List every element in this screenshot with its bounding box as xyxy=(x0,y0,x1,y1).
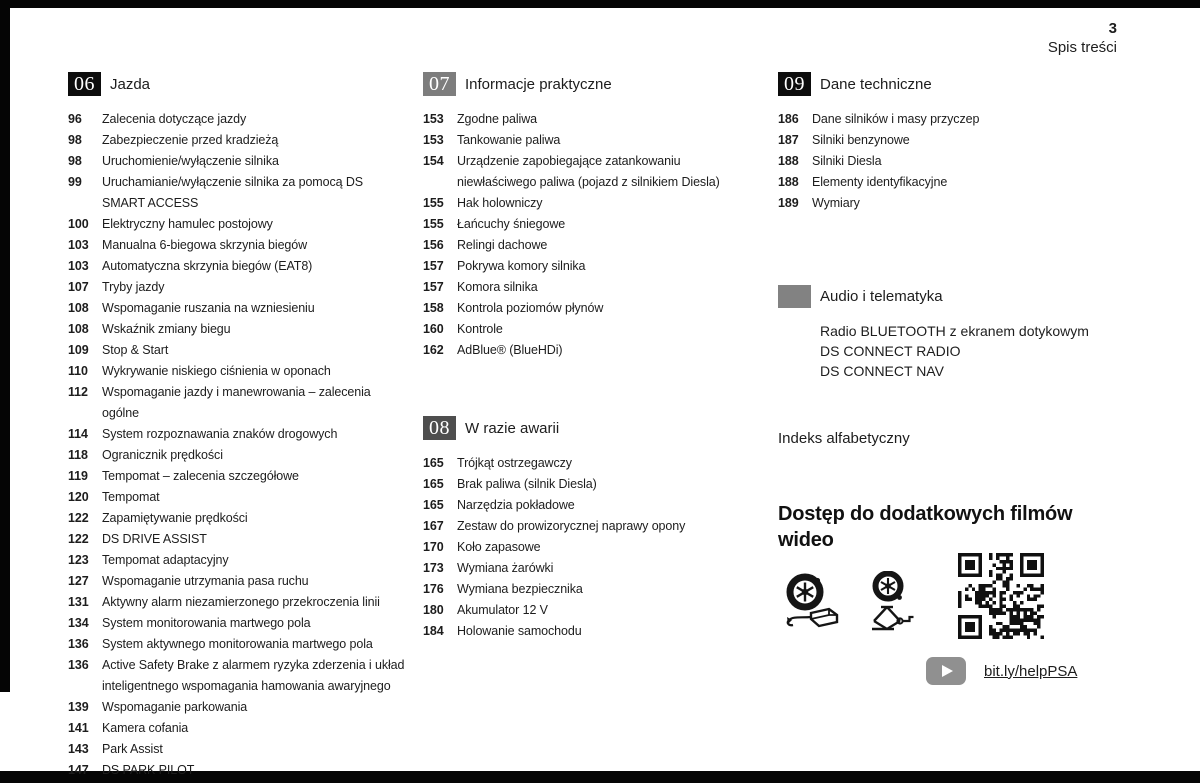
section-header-praktyczne xyxy=(423,72,755,96)
toc-item-title: Pokrywa komory silnika xyxy=(457,259,586,273)
toc-item-page: 156 xyxy=(423,238,444,252)
toc-item-title: Trójkąt ostrzegawczy xyxy=(457,456,572,470)
toc-item xyxy=(423,193,755,214)
toc-item xyxy=(423,256,755,277)
toc-item xyxy=(68,529,406,550)
toc-item xyxy=(778,130,1124,151)
section-title: Informacje praktyczne xyxy=(465,75,612,93)
toc-item-page: 134 xyxy=(68,616,89,630)
toc-item xyxy=(423,340,755,361)
videos-heading: Dostęp do dodatkowych filmów wideo xyxy=(778,503,1073,551)
toc-item-title: Akumulator 12 V xyxy=(457,603,548,617)
toc-item-title: Elektryczny hamulec postojowy xyxy=(102,217,273,231)
toc-item-title: Relingi dachowe xyxy=(457,238,548,252)
toc-item-title: Tempomat – zalecenia szczegółowe xyxy=(102,469,299,483)
toc-item-title: Hak holowniczy xyxy=(457,196,543,210)
toc-item-page: 153 xyxy=(423,133,444,147)
chapter-number-badge: 07 xyxy=(423,72,456,96)
toc-item-title: Active Safety Brake z alarmem ryzyka zderzenia i układ inteligentnego wspomagania hamowania awaryjnego xyxy=(102,658,405,693)
toc-item-title: Wspomaganie utrzymania pasa ruchu xyxy=(102,574,309,588)
chapter-number-badge: 09 xyxy=(778,72,811,96)
toc-item-title: Wymiana bezpiecznika xyxy=(457,582,583,596)
toc-item xyxy=(68,550,406,571)
toc-item-title: Uruchomienie/wyłączenie silnika xyxy=(102,154,279,168)
toc-item-page: 131 xyxy=(68,595,89,609)
toc-item-title: Stop & Start xyxy=(102,343,169,357)
toc-item-title: Tempomat xyxy=(102,490,160,504)
toc-item-title: Kontrole xyxy=(457,322,503,336)
toc-item-page: 108 xyxy=(68,301,89,315)
toc-item-page: 157 xyxy=(423,280,444,294)
toc-column-3 xyxy=(778,72,1124,701)
toc-item-title: Zabezpieczenie przed kradzieżą xyxy=(102,133,279,147)
toc-item xyxy=(68,130,406,151)
toc-item-page: 107 xyxy=(68,280,89,294)
toc-item-title: Brak paliwa (silnik Diesla) xyxy=(457,477,597,491)
toc-column-1 xyxy=(68,72,406,781)
toc-item xyxy=(68,256,406,277)
toc-item xyxy=(778,109,1124,130)
tire-jack-icon xyxy=(862,571,918,633)
toc-item xyxy=(68,214,406,235)
toc-item xyxy=(68,466,406,487)
toc-item xyxy=(68,592,406,613)
toc-item-title: System aktywnego monitorowania martwego pola xyxy=(102,637,373,651)
section-header-awaria xyxy=(423,416,755,440)
toc-item xyxy=(68,571,406,592)
toc-item-page: 123 xyxy=(68,553,89,567)
toc-item xyxy=(68,109,406,130)
toc-item xyxy=(423,537,755,558)
toc-item-page: 127 xyxy=(68,574,89,588)
audio-system-line: DS CONNECT NAV xyxy=(820,363,944,379)
toc-item xyxy=(423,277,755,298)
toc-item-page: 112 xyxy=(68,385,88,399)
toc-item-page: 122 xyxy=(68,511,89,525)
toc-item-title: Uruchamianie/wyłączenie silnika za pomocą DS SMART ACCESS xyxy=(102,175,363,210)
toc-item-title: Zestaw do prowizorycznej naprawy opony xyxy=(457,519,686,533)
page-number: 3 xyxy=(1108,20,1117,37)
toc-item xyxy=(423,600,755,621)
toc-item-title: System monitorowania martwego pola xyxy=(102,616,311,630)
toc-item-title: Wspomaganie jazdy i manewrowania – zalecenia ogólne xyxy=(102,385,371,420)
toc-item-title: Kamera cofania xyxy=(102,721,189,735)
tire-compressor-icon xyxy=(780,573,842,631)
toc-item-page: 165 xyxy=(423,498,444,512)
video-help-link[interactable]: bit.ly/helpPSA xyxy=(984,662,1078,680)
toc-item-page: 180 xyxy=(423,603,444,617)
toc-item-page: 165 xyxy=(423,477,444,491)
toc-item-title: Narzędzia pokładowe xyxy=(457,498,575,512)
toc-item xyxy=(68,697,406,718)
toc-item-page: 188 xyxy=(778,175,799,189)
toc-item xyxy=(423,130,755,151)
toc-item xyxy=(423,579,755,600)
section-header-audio xyxy=(778,285,1124,308)
toc-item xyxy=(68,340,406,361)
toc-item xyxy=(423,516,755,537)
section-header-techniczne xyxy=(778,72,1124,96)
toc-item xyxy=(68,760,406,781)
toc-item xyxy=(68,739,406,760)
toc-item-page: 189 xyxy=(778,196,799,210)
toc-item-page: 114 xyxy=(68,427,88,441)
toc-item-page: 188 xyxy=(778,154,799,168)
toc-item-title: DS DRIVE ASSIST xyxy=(102,532,207,546)
toc-item-page: 165 xyxy=(423,456,444,470)
toc-item-title: Park Assist xyxy=(102,742,163,756)
toc-item xyxy=(423,621,755,642)
toc-item-title: Wykrywanie niskiego ciśnienia w oponach xyxy=(102,364,331,378)
alphabetical-index-label: Indeks alfabetyczny xyxy=(778,430,910,447)
toc-item xyxy=(68,487,406,508)
toc-item-title: Zgodne paliwa xyxy=(457,112,538,126)
toc-item xyxy=(423,319,755,340)
toc-item-title: Ogranicznik prędkości xyxy=(102,448,223,462)
toc-item xyxy=(68,277,406,298)
toc-item-title: Zalecenia dotyczące jazdy xyxy=(102,112,247,126)
toc-item-title: AdBlue® (BlueHDi) xyxy=(457,343,563,357)
toc-item-page: 173 xyxy=(423,561,444,575)
scan-edge-left xyxy=(0,0,10,692)
toc-item-title: Manualna 6-biegowa skrzynia biegów xyxy=(102,238,308,252)
toc-item-title: Komora silnika xyxy=(457,280,538,294)
toc-item xyxy=(423,474,755,495)
toc-item-page: 187 xyxy=(778,133,799,147)
toc-item-page: 122 xyxy=(68,532,89,546)
toc-item xyxy=(68,445,406,466)
toc-item-title: Silniki Diesla xyxy=(812,154,882,168)
toc-item-page: 170 xyxy=(423,540,444,554)
toc-item xyxy=(68,172,406,214)
toc-item-page: 118 xyxy=(68,448,88,462)
toc-list-jazda xyxy=(68,109,406,781)
toc-item-title: Wymiana żarówki xyxy=(457,561,554,575)
toc-item xyxy=(68,634,406,655)
toc-item-page: 136 xyxy=(68,637,89,651)
toc-item-page: 184 xyxy=(423,624,444,638)
toc-item-page: 158 xyxy=(423,301,444,315)
toc-item-title: DS PARK PILOT xyxy=(102,763,195,777)
toc-item xyxy=(68,298,406,319)
toc-item-page: 141 xyxy=(68,721,89,735)
toc-item-title: Wspomaganie ruszania na wzniesieniu xyxy=(102,301,315,315)
toc-item-page: 110 xyxy=(68,364,88,378)
audio-system-line: Radio BLUETOOTH z ekranem dotykowym xyxy=(820,323,1089,339)
toc-item xyxy=(778,151,1124,172)
toc-item-page: 103 xyxy=(68,259,89,273)
section-awaria xyxy=(423,416,755,642)
toc-item xyxy=(423,558,755,579)
toc-item-page: 162 xyxy=(423,343,444,357)
toc-list-awaria xyxy=(423,453,755,642)
toc-item-title: System rozpoznawania znaków drogowych xyxy=(102,427,338,441)
toc-item-title: Łańcuchy śniegowe xyxy=(457,217,566,231)
toc-item xyxy=(423,495,755,516)
toc-item-title: Kontrola poziomów płynów xyxy=(457,301,604,315)
toc-item-title: Urządzenie zapobiegające zatankowaniu niewłaściwego paliwa (pojazd z silnikiem Diesla) xyxy=(457,154,720,189)
section-title: Audio i telematyka xyxy=(820,288,943,305)
toc-item xyxy=(778,193,1124,214)
toc-item-page: 186 xyxy=(778,112,799,126)
toc-item xyxy=(423,109,755,130)
toc-item xyxy=(423,298,755,319)
page-header xyxy=(1048,19,1117,57)
toc-item-page: 143 xyxy=(68,742,89,756)
section-header-jazda xyxy=(68,72,406,96)
toc-item-page: 167 xyxy=(423,519,444,533)
toc-list-praktyczne xyxy=(423,109,755,361)
toc-item-title: Tempomat adaptacyjny xyxy=(102,553,229,567)
toc-item-page: 119 xyxy=(68,469,88,483)
audio-system-line: DS CONNECT RADIO xyxy=(820,343,961,359)
toc-item-page: 155 xyxy=(423,196,444,210)
chapter-badge-blank xyxy=(778,285,811,308)
videos-block xyxy=(778,553,1124,701)
toc-item-title: Wymiary xyxy=(812,196,860,210)
toc-item-title: Wskaźnik zmiany biegu xyxy=(102,322,231,336)
toc-item xyxy=(68,151,406,172)
toc-item-page: 160 xyxy=(423,322,444,336)
toc-item-title: Automatyczna skrzynia biegów (EAT8) xyxy=(102,259,313,273)
page-title: Spis treści xyxy=(1047,39,1117,56)
toc-item-page: 108 xyxy=(68,322,89,336)
youtube-play-icon xyxy=(926,657,966,685)
toc-item xyxy=(68,424,406,445)
toc-item xyxy=(423,453,755,474)
toc-item xyxy=(68,361,406,382)
toc-item-page: 157 xyxy=(423,259,444,273)
qr-code xyxy=(958,553,1044,639)
toc-item xyxy=(778,172,1124,193)
toc-item-page: 109 xyxy=(68,343,89,357)
toc-item-page: 154 xyxy=(423,154,444,168)
toc-item xyxy=(423,235,755,256)
toc-item-page: 147 xyxy=(68,763,89,777)
toc-item-title: Dane silników i masy przyczep xyxy=(812,112,980,126)
toc-item-page: 176 xyxy=(423,582,444,596)
toc-item-page: 96 xyxy=(68,112,82,126)
toc-item-page: 99 xyxy=(68,175,82,189)
toc-item-title: Silniki benzynowe xyxy=(812,133,910,147)
toc-item-page: 153 xyxy=(423,112,444,126)
toc-list-techniczne xyxy=(778,109,1124,214)
toc-item xyxy=(68,382,406,424)
toc-item-page: 136 xyxy=(68,658,89,672)
toc-item xyxy=(423,151,755,193)
toc-item-page: 120 xyxy=(68,490,89,504)
toc-item xyxy=(68,613,406,634)
toc-item-title: Tryby jazdy xyxy=(102,280,165,294)
toc-item-title: Zapamiętywanie prędkości xyxy=(102,511,248,525)
toc-item-page: 98 xyxy=(68,154,82,168)
toc-item xyxy=(68,655,406,697)
toc-item xyxy=(423,214,755,235)
toc-item-title: Aktywny alarm niezamierzonego przekroczenia linii xyxy=(102,595,380,609)
toc-item-title: Wspomaganie parkowania xyxy=(102,700,248,714)
toc-item-page: 155 xyxy=(423,217,444,231)
toc-item-title: Elementy identyfikacyjne xyxy=(812,175,948,189)
section-title: Dane techniczne xyxy=(820,75,932,93)
toc-item-title: Holowanie samochodu xyxy=(457,624,582,638)
toc-item xyxy=(68,319,406,340)
toc-item xyxy=(68,718,406,739)
audio-systems-list xyxy=(820,321,1124,381)
chapter-number-badge: 06 xyxy=(68,72,101,96)
section-title: W razie awarii xyxy=(465,419,560,437)
section-title: Jazda xyxy=(110,75,151,93)
video-link-row xyxy=(926,657,1077,685)
chapter-number-badge: 08 xyxy=(423,416,456,440)
toc-column-2 xyxy=(423,72,755,642)
toc-item-page: 98 xyxy=(68,133,82,147)
toc-item xyxy=(68,235,406,256)
toc-item-page: 139 xyxy=(68,700,89,714)
scan-edge-top xyxy=(0,0,1200,8)
toc-item-page: 100 xyxy=(68,217,89,231)
toc-item-page: 103 xyxy=(68,238,89,252)
toc-item-title: Koło zapasowe xyxy=(457,540,541,554)
toc-item-title: Tankowanie paliwa xyxy=(457,133,561,147)
toc-item xyxy=(68,508,406,529)
